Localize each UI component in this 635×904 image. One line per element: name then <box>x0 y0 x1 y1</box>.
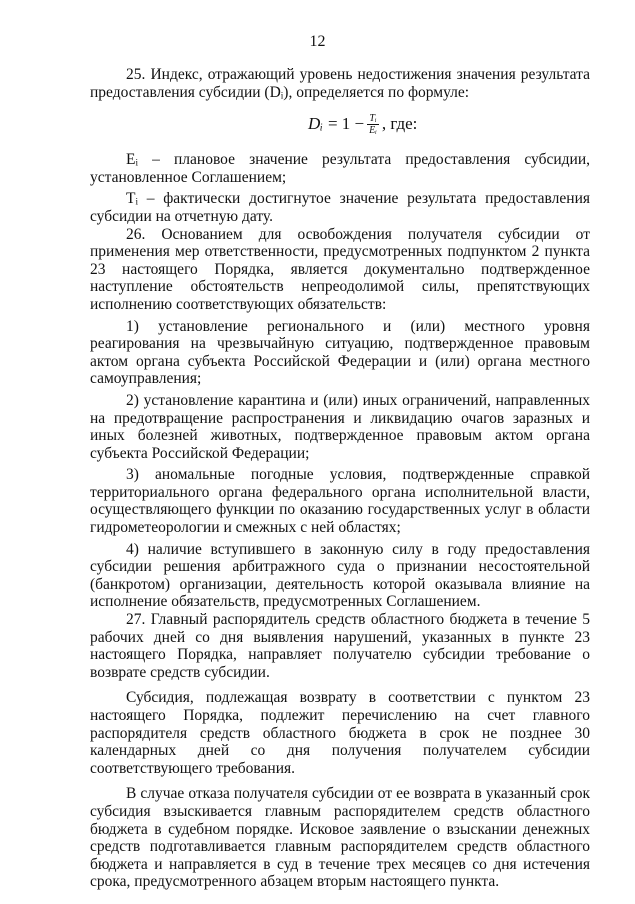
list-item-1: 1) установление регионального и (или) местного уровня реагирования на чрезвычайную ситуацию, подтвержденное правовым актом органа субъекта Российской Федерации и (или) органа местного самоуправления; <box>90 317 590 388</box>
paragraph-refusal: В случае отказа получателя субсидии от ее возврата в указанный срок субсидия взыскивается главным распорядителем средств областного бюджета в судебном порядке. Исковое заявление о взыскании денежных средств подготавливается главным распорядителем средств областного бюджета и направляется в суд в течение трех месяцев со дня истечения срока, предусмотренного абзацем вторым настоящего пункта. <box>90 785 590 891</box>
formula-lhs: Dᵢ <box>308 114 323 134</box>
paragraph-26: 26. Основанием для освобождения получателя субсидии от применения мер ответственности, предусмотренных подпунктом 2 пункта 23 настоящего Порядка, является документально подтвержденное наступление обстоятельств непреодолимой силы, препятствующих исполнению соответствующих обязательств: <box>90 225 590 313</box>
list-item-4: 4) наличие вступившего в законную силу в году предоставления субсидии решения арбитражного суда о признании несостоятельной (банкротом) организации, деятельность которой оказывала влияние на исполнение обязательств, предусмотренных Соглашением. <box>90 540 590 611</box>
formula-fraction <box>367 113 379 136</box>
document-body <box>90 66 590 891</box>
list-item-2: 2) установление карантина и (или) иных ограничений, направленных на предотвращение распространения и ликвидацию очагов заразных и иных болезней животных, подтвержденное правовым актом органа субъекта Российской Федерации; <box>90 391 590 462</box>
formula-denominator: Eᵢ <box>369 124 377 136</box>
paragraph-refund: Субсидия, подлежащая возврату в соответствии с пунктом 23 настоящего Порядка, подлежит перечислению на счет главного распорядителя средств областного бюджета в срок не позднее 30 календарных дней со дня получения получателем субсидии соответствующего требования. <box>90 689 590 777</box>
paragraph-25: 25. Индекс, отражающий уровень недостижения значения результата предоставления субсидии (Dᵢ), определяется по формуле: <box>90 66 590 101</box>
list-item-3: 3) аномальные погодные условия, подтвержденные справкой территориального органа федерального органа исполнительной власти, осуществляющего функции по оказанию государственных услуг в области гидрометеорологии и смежных с ней областях; <box>90 466 590 537</box>
page-number: 12 <box>309 33 326 50</box>
definition-e: Eᵢ – плановое значение результата предоставления субсидии, установленное Соглашением; <box>90 151 590 186</box>
formula-suffix: , где: <box>381 114 418 134</box>
paragraph-27: 27. Главный распорядитель средств областного бюджета в течение 5 рабочих дней со дня выявления нарушений, указанных в пункте 23 настоящего Порядка, направляет получателю субсидии требование о возврате средств субсидии. <box>90 611 590 681</box>
formula-numerator: Tᵢ <box>369 112 377 124</box>
definition-t: Tᵢ – фактически достигнутое значение результата предоставления субсидии на отчетную дату. <box>90 190 590 225</box>
formula-di <box>90 102 590 146</box>
formula-equals: = 1 − <box>327 114 365 134</box>
